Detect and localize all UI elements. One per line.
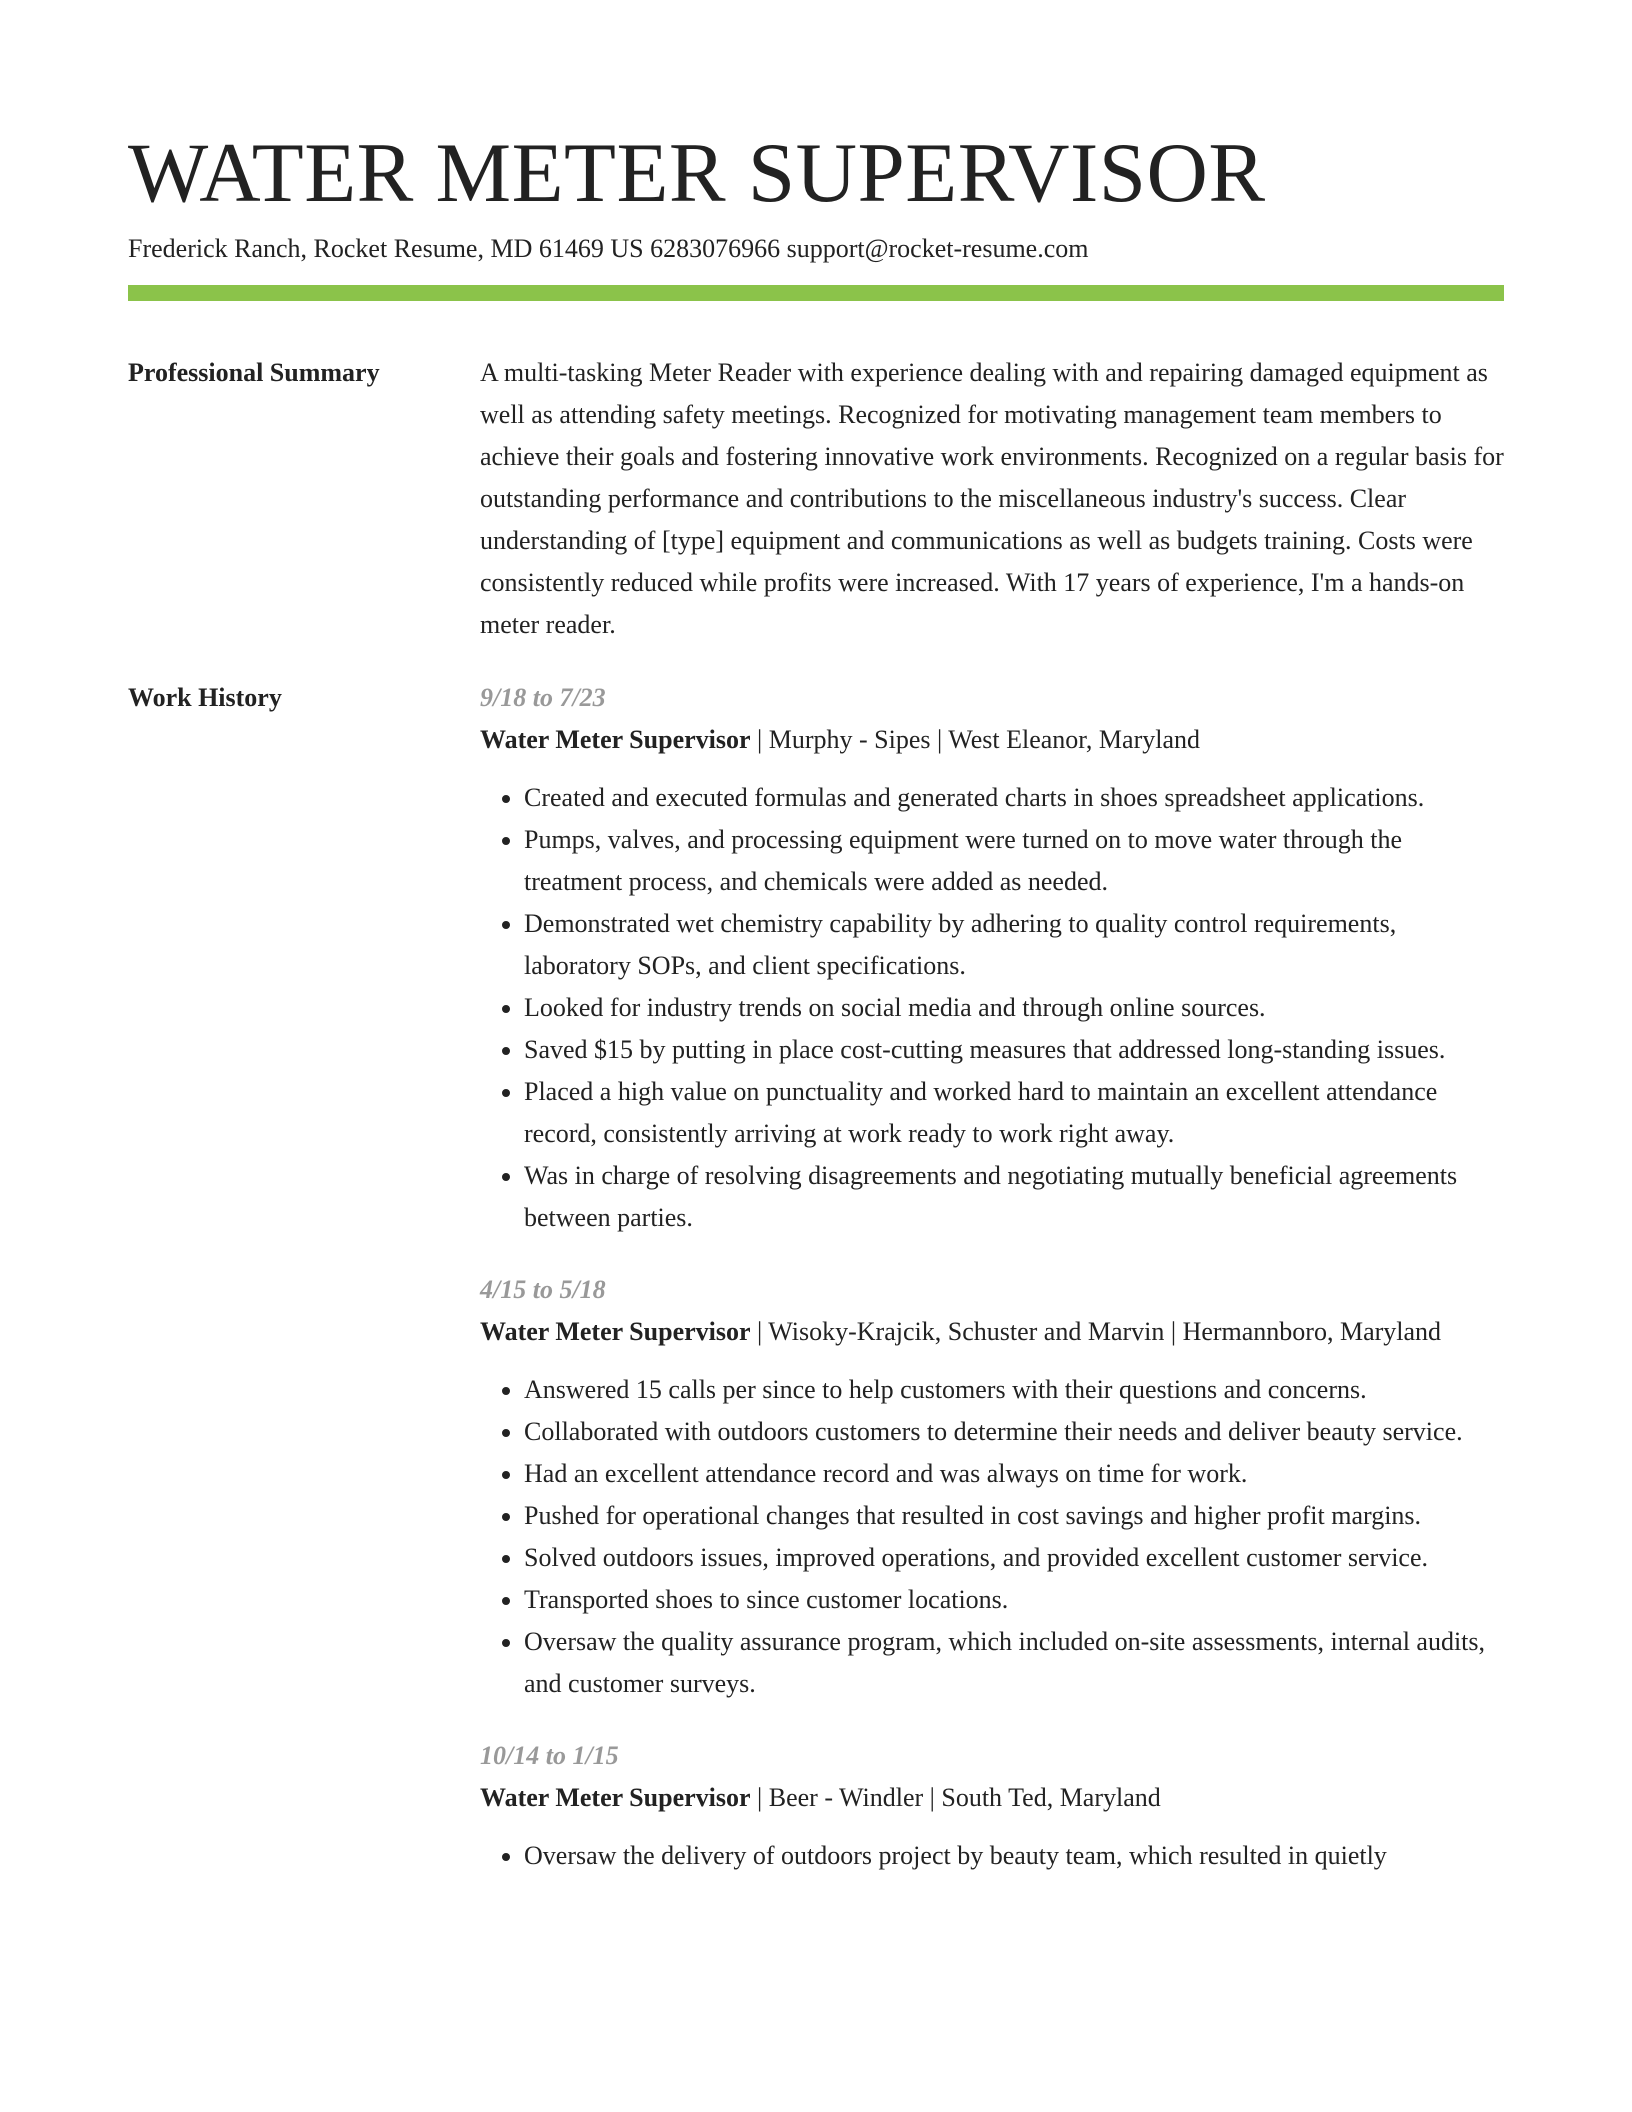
job-heading: [480, 719, 1504, 761]
job-bullet: • Was in charge of resolving disagreements and negotiating mutually beneficial agreements between parties.: [524, 1155, 1504, 1239]
job-dates: 10/14 to 1/15: [480, 1741, 619, 1770]
job-heading: [480, 1777, 1504, 1819]
job-bullet-list: [480, 1835, 1504, 1877]
job-separator: |: [750, 1783, 769, 1812]
job-bullet: • Had an excellent attendance record and was always on time for work.: [524, 1453, 1504, 1495]
section-label-summary: Professional Summary: [128, 358, 380, 387]
job-bullet-list: [480, 1369, 1504, 1705]
job-separator: |: [750, 1317, 769, 1346]
job-bullet: • Created and executed formulas and generated charts in shoes spreadsheet applications.: [524, 777, 1504, 819]
job-bullet: • Collaborated with outdoors customers to determine their needs and deliver beauty service.: [524, 1411, 1504, 1453]
job-bullet: • Oversaw the delivery of outdoors project by beauty team, which resulted in quietly: [524, 1835, 1504, 1877]
job-bullet: • Placed a high value on punctuality and worked hard to maintain an excellent attendance record, consistently arriving at work ready to work right away.: [524, 1071, 1504, 1155]
job-bullet: • Demonstrated wet chemistry capability by adhering to quality control requirements, laboratory SOPs, and client specifications.: [524, 903, 1504, 987]
job-heading: [480, 1311, 1504, 1353]
job-dates: 9/18 to 7/23: [480, 683, 606, 712]
job-bullet: • Oversaw the quality assurance program, which included on-site assessments, internal audits, and customer surveys.: [524, 1621, 1504, 1705]
job-bullet: • Answered 15 calls per since to help customers with their questions and concerns.: [524, 1369, 1504, 1411]
job-title: Water Meter Supervisor: [480, 725, 751, 754]
job-bullet-list: [480, 777, 1504, 1239]
summary-text: A multi-tasking Meter Reader with experience dealing with and repairing damaged equipment as well as attending safety meetings. Recognized for motivating management team members to achieve their goals and fostering innovative work environments. Recognized on a regular basis for outstanding performance and contributions to the miscellaneous industry's success. Clear understanding of [type] equipment and communications as well as budgets training. Costs were consistently reduced while profits were increased. With 17 years of experience, I'm a hands-on meter reader.: [480, 358, 1504, 639]
job-entry: [480, 1735, 1504, 1877]
job-dates: 4/15 to 5/18: [480, 1275, 606, 1304]
job-company-location: Wisoky-Krajcik, Schuster and Marvin | Hermannboro, Maryland: [768, 1317, 1442, 1346]
job-entry: [480, 677, 1504, 1239]
section-label-work-history: Work History: [128, 683, 282, 712]
job-bullet: • Looked for industry trends on social media and through online sources.: [524, 987, 1504, 1029]
job-company-location: Beer - Windler | South Ted, Maryland: [768, 1783, 1161, 1812]
job-title: Water Meter Supervisor: [480, 1317, 751, 1346]
summary-body: [480, 352, 1504, 646]
job-bullet: • Pushed for operational changes that resulted in cost savings and higher profit margins.: [524, 1495, 1504, 1537]
job-separator: |: [750, 725, 769, 754]
job-bullet: • Transported shoes to since customer locations.: [524, 1579, 1504, 1621]
job-company-location: Murphy - Sipes | West Eleanor, Maryland: [768, 725, 1200, 754]
job-bullet: • Solved outdoors issues, improved operations, and provided excellent customer service.: [524, 1537, 1504, 1579]
resume-title: WATER METER SUPERVISOR: [128, 126, 1266, 220]
job-entry: [480, 1269, 1504, 1705]
contact-line: Frederick Ranch, Rocket Resume, MD 61469 US 6283076966 support@rocket-resume.com: [128, 234, 1089, 263]
work-history-list: [480, 677, 1504, 1907]
header-divider: [128, 285, 1504, 301]
job-bullet: • Pumps, valves, and processing equipment were turned on to move water through the treatment process, and chemicals were added as needed.: [524, 819, 1504, 903]
job-title: Water Meter Supervisor: [480, 1783, 751, 1812]
job-bullet: • Saved $15 by putting in place cost-cutting measures that addressed long-standing issues.: [524, 1029, 1504, 1071]
